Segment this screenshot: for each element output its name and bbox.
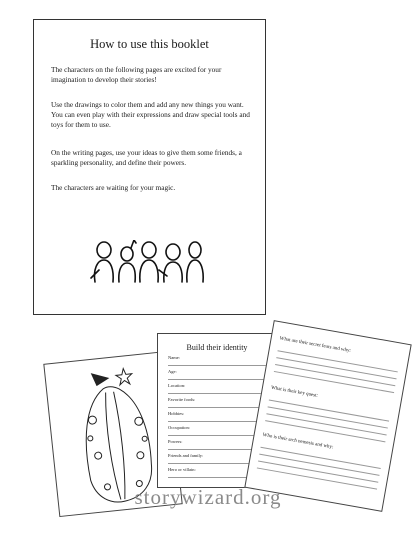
question-quest [265, 386, 391, 443]
question-nemesis [257, 433, 383, 490]
paragraph-drawings: Use the drawings to color them and add any new things you want. You can even play with their expressions and draw special tools and toys for them to use. [51, 100, 250, 129]
field-favorite-foods: Favorite foods: [168, 396, 268, 408]
field-powers: Powers: [168, 438, 268, 450]
field-name: Name: [168, 354, 268, 366]
question-fears-text: What are their secret fears and why: [279, 336, 352, 354]
booklet-instructions-page [33, 19, 266, 315]
question-fears [274, 336, 400, 393]
paragraph-intro: The characters on the following pages are excited for your imagination to develop their stories! [51, 65, 222, 84]
booklet-title: How to use this booklet [90, 37, 209, 51]
question-nemesis-text: Who is their arch nemesis and why: [262, 432, 334, 451]
characters-illustration [87, 240, 207, 285]
question-quest-text: What is their key quest: [270, 385, 319, 399]
questions-worksheet-page [244, 320, 411, 512]
field-hero-villain: Hero or villain: [168, 466, 268, 478]
field-age: Age: [168, 368, 268, 380]
field-occupation: Occupation: [168, 424, 268, 436]
paragraph-writing: On the writing pages, use your ideas to give them some friends, a sparkling personality, and define their powers. [51, 148, 242, 167]
identity-title: Build their identity [186, 343, 248, 352]
field-hobbies: Hobbies: [168, 410, 268, 422]
website-url: storywizard.org [134, 485, 282, 509]
field-friends-family: Friends and family: [168, 452, 268, 464]
field-location: Location: [168, 382, 268, 394]
paragraph-closing: The characters are waiting for your magic. [51, 183, 176, 192]
